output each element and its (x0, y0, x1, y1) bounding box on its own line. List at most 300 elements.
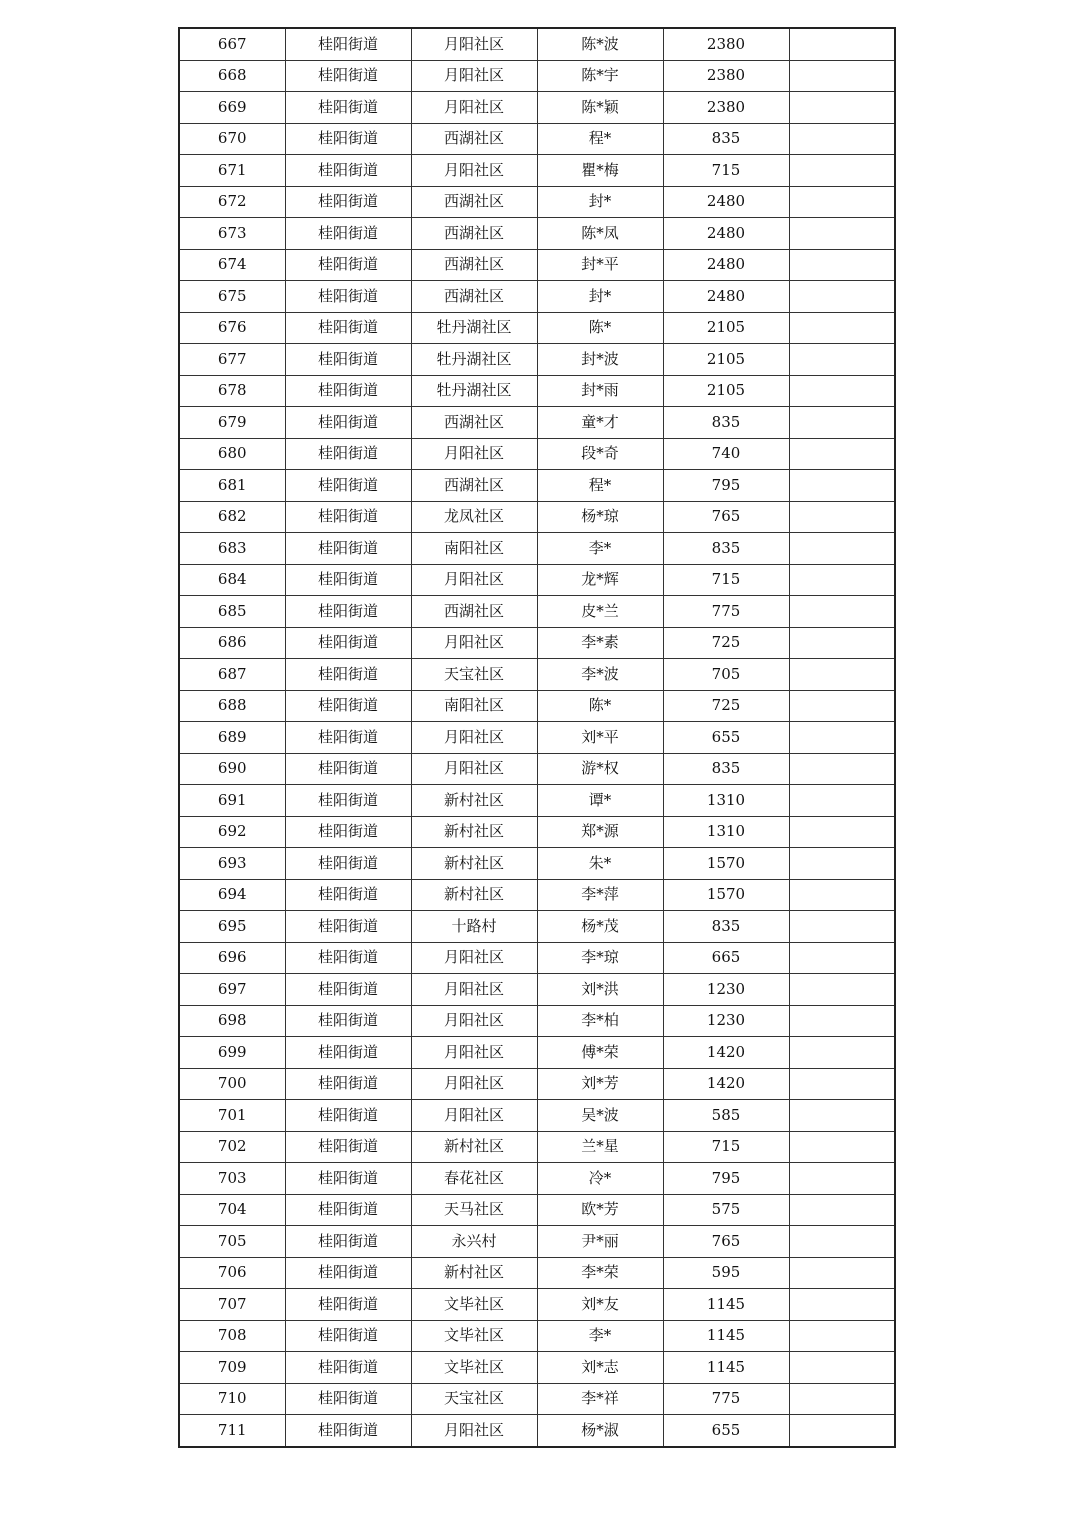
cell-community: 春花社区 (411, 1163, 537, 1195)
cell-amount: 715 (663, 155, 789, 187)
cell-amount: 1310 (663, 816, 789, 848)
cell-street: 桂阳街道 (285, 1289, 411, 1321)
cell-amount: 1230 (663, 974, 789, 1006)
cell-community: 西湖社区 (411, 218, 537, 250)
cell-street: 桂阳街道 (285, 407, 411, 439)
cell-street: 桂阳街道 (285, 249, 411, 281)
cell-amount: 2380 (663, 60, 789, 92)
cell-street: 桂阳街道 (285, 92, 411, 124)
cell-amount: 835 (663, 911, 789, 943)
cell-remark (789, 218, 895, 250)
cell-community: 月阳社区 (411, 564, 537, 596)
cell-community: 牡丹湖社区 (411, 375, 537, 407)
cell-street: 桂阳街道 (285, 186, 411, 218)
cell-street: 桂阳街道 (285, 974, 411, 1006)
cell-community: 牡丹湖社区 (411, 344, 537, 376)
cell-community: 永兴村 (411, 1226, 537, 1258)
cell-serial-number: 669 (179, 92, 285, 124)
cell-name: 陈* (537, 690, 663, 722)
cell-name: 封* (537, 281, 663, 313)
cell-remark (789, 375, 895, 407)
cell-name: 李*素 (537, 627, 663, 659)
cell-serial-number: 704 (179, 1194, 285, 1226)
cell-remark (789, 1289, 895, 1321)
table-row (179, 1352, 895, 1384)
cell-name: 陈*宇 (537, 60, 663, 92)
table-row (179, 564, 895, 596)
cell-name: 陈*颖 (537, 92, 663, 124)
cell-community: 月阳社区 (411, 942, 537, 974)
cell-community: 月阳社区 (411, 1100, 537, 1132)
cell-remark (789, 1383, 895, 1415)
cell-serial-number: 675 (179, 281, 285, 313)
table-row (179, 753, 895, 785)
cell-community: 天宝社区 (411, 659, 537, 691)
cell-street: 桂阳街道 (285, 155, 411, 187)
cell-amount: 1145 (663, 1352, 789, 1384)
cell-community: 新村社区 (411, 1131, 537, 1163)
cell-community: 新村社区 (411, 848, 537, 880)
cell-amount: 2105 (663, 312, 789, 344)
table-row (179, 186, 895, 218)
cell-amount: 1570 (663, 879, 789, 911)
table-row (179, 249, 895, 281)
table-row (179, 911, 895, 943)
cell-name: 刘*芳 (537, 1068, 663, 1100)
cell-amount: 835 (663, 753, 789, 785)
cell-community: 月阳社区 (411, 753, 537, 785)
cell-street: 桂阳街道 (285, 1320, 411, 1352)
cell-name: 程* (537, 123, 663, 155)
cell-amount: 705 (663, 659, 789, 691)
cell-community: 月阳社区 (411, 92, 537, 124)
cell-amount: 595 (663, 1257, 789, 1289)
table-row (179, 218, 895, 250)
cell-street: 桂阳街道 (285, 375, 411, 407)
cell-serial-number: 695 (179, 911, 285, 943)
cell-name: 封*波 (537, 344, 663, 376)
cell-remark (789, 1131, 895, 1163)
cell-amount: 655 (663, 1415, 789, 1447)
cell-remark (789, 1320, 895, 1352)
cell-community: 西湖社区 (411, 470, 537, 502)
data-table (178, 27, 896, 1448)
cell-street: 桂阳街道 (285, 911, 411, 943)
cell-amount: 725 (663, 690, 789, 722)
cell-name: 谭* (537, 785, 663, 817)
cell-serial-number: 710 (179, 1383, 285, 1415)
cell-street: 桂阳街道 (285, 281, 411, 313)
cell-remark (789, 186, 895, 218)
cell-serial-number: 685 (179, 596, 285, 628)
cell-serial-number: 678 (179, 375, 285, 407)
cell-street: 桂阳街道 (285, 722, 411, 754)
cell-remark (789, 627, 895, 659)
cell-amount: 1570 (663, 848, 789, 880)
cell-remark (789, 1194, 895, 1226)
cell-name: 陈*波 (537, 28, 663, 60)
cell-serial-number: 691 (179, 785, 285, 817)
cell-remark (789, 753, 895, 785)
cell-name: 龙*辉 (537, 564, 663, 596)
table-row (179, 1163, 895, 1195)
cell-community: 西湖社区 (411, 596, 537, 628)
cell-remark (789, 407, 895, 439)
table-row (179, 501, 895, 533)
table-row (179, 60, 895, 92)
cell-amount: 1310 (663, 785, 789, 817)
cell-remark (789, 911, 895, 943)
cell-street: 桂阳街道 (285, 596, 411, 628)
cell-name: 冷* (537, 1163, 663, 1195)
cell-remark (789, 533, 895, 565)
cell-street: 桂阳街道 (285, 1257, 411, 1289)
cell-street: 桂阳街道 (285, 1194, 411, 1226)
table-row (179, 1131, 895, 1163)
cell-serial-number: 683 (179, 533, 285, 565)
cell-amount: 1420 (663, 1037, 789, 1069)
table-row (179, 1289, 895, 1321)
cell-name: 李*祥 (537, 1383, 663, 1415)
cell-remark (789, 1226, 895, 1258)
cell-amount: 1145 (663, 1289, 789, 1321)
cell-amount: 585 (663, 1100, 789, 1132)
cell-street: 桂阳街道 (285, 1163, 411, 1195)
cell-remark (789, 690, 895, 722)
cell-street: 桂阳街道 (285, 1352, 411, 1384)
table-row (179, 1068, 895, 1100)
cell-amount: 795 (663, 1163, 789, 1195)
cell-street: 桂阳街道 (285, 1100, 411, 1132)
cell-serial-number: 670 (179, 123, 285, 155)
table-body (179, 28, 895, 1447)
cell-remark (789, 92, 895, 124)
cell-serial-number: 687 (179, 659, 285, 691)
cell-remark (789, 501, 895, 533)
cell-serial-number: 667 (179, 28, 285, 60)
table-row (179, 690, 895, 722)
table-row (179, 155, 895, 187)
table-row (179, 1383, 895, 1415)
cell-serial-number: 711 (179, 1415, 285, 1447)
table-row (179, 1320, 895, 1352)
cell-serial-number: 690 (179, 753, 285, 785)
cell-serial-number: 708 (179, 1320, 285, 1352)
cell-serial-number: 676 (179, 312, 285, 344)
cell-community: 月阳社区 (411, 28, 537, 60)
cell-name: 程* (537, 470, 663, 502)
cell-amount: 1420 (663, 1068, 789, 1100)
cell-name: 刘*平 (537, 722, 663, 754)
cell-community: 文毕社区 (411, 1352, 537, 1384)
cell-amount: 2480 (663, 186, 789, 218)
cell-serial-number: 696 (179, 942, 285, 974)
cell-amount: 795 (663, 470, 789, 502)
cell-street: 桂阳街道 (285, 123, 411, 155)
cell-remark (789, 1163, 895, 1195)
cell-serial-number: 671 (179, 155, 285, 187)
cell-community: 月阳社区 (411, 1068, 537, 1100)
cell-street: 桂阳街道 (285, 1226, 411, 1258)
cell-community: 西湖社区 (411, 186, 537, 218)
cell-serial-number: 692 (179, 816, 285, 848)
cell-remark (789, 1005, 895, 1037)
cell-remark (789, 281, 895, 313)
cell-amount: 715 (663, 1131, 789, 1163)
table-row (179, 438, 895, 470)
cell-name: 李*琼 (537, 942, 663, 974)
table-row (179, 344, 895, 376)
cell-name: 陈*凤 (537, 218, 663, 250)
cell-street: 桂阳街道 (285, 1005, 411, 1037)
cell-remark (789, 1068, 895, 1100)
cell-street: 桂阳街道 (285, 690, 411, 722)
cell-remark (789, 879, 895, 911)
cell-serial-number: 674 (179, 249, 285, 281)
cell-amount: 775 (663, 596, 789, 628)
cell-community: 新村社区 (411, 816, 537, 848)
cell-community: 月阳社区 (411, 155, 537, 187)
cell-serial-number: 668 (179, 60, 285, 92)
table-row (179, 281, 895, 313)
cell-remark (789, 785, 895, 817)
cell-serial-number: 697 (179, 974, 285, 1006)
cell-community: 月阳社区 (411, 1005, 537, 1037)
cell-community: 南阳社区 (411, 533, 537, 565)
cell-remark (789, 1037, 895, 1069)
cell-remark (789, 438, 895, 470)
table-row (179, 848, 895, 880)
cell-serial-number: 686 (179, 627, 285, 659)
cell-name: 刘*志 (537, 1352, 663, 1384)
cell-name: 陈* (537, 312, 663, 344)
table-row (179, 627, 895, 659)
cell-street: 桂阳街道 (285, 438, 411, 470)
table-row (179, 1194, 895, 1226)
cell-name: 皮*兰 (537, 596, 663, 628)
cell-amount: 2105 (663, 375, 789, 407)
cell-community: 月阳社区 (411, 1415, 537, 1447)
table-row (179, 375, 895, 407)
cell-remark (789, 155, 895, 187)
cell-serial-number: 702 (179, 1131, 285, 1163)
cell-serial-number: 682 (179, 501, 285, 533)
cell-community: 西湖社区 (411, 281, 537, 313)
table-row (179, 1100, 895, 1132)
cell-amount: 835 (663, 533, 789, 565)
cell-serial-number: 689 (179, 722, 285, 754)
cell-street: 桂阳街道 (285, 753, 411, 785)
cell-serial-number: 684 (179, 564, 285, 596)
cell-name: 尹*丽 (537, 1226, 663, 1258)
table-row (179, 942, 895, 974)
cell-name: 李*波 (537, 659, 663, 691)
table-row (179, 1226, 895, 1258)
cell-name: 李* (537, 533, 663, 565)
cell-community: 西湖社区 (411, 123, 537, 155)
cell-amount: 2105 (663, 344, 789, 376)
cell-amount: 1230 (663, 1005, 789, 1037)
table-row (179, 123, 895, 155)
cell-serial-number: 679 (179, 407, 285, 439)
cell-amount: 2380 (663, 92, 789, 124)
cell-street: 桂阳街道 (285, 564, 411, 596)
cell-serial-number: 709 (179, 1352, 285, 1384)
cell-amount: 665 (663, 942, 789, 974)
cell-name: 杨*琼 (537, 501, 663, 533)
table-row (179, 974, 895, 1006)
cell-community: 月阳社区 (411, 722, 537, 754)
cell-remark (789, 659, 895, 691)
cell-amount: 775 (663, 1383, 789, 1415)
cell-name: 段*奇 (537, 438, 663, 470)
cell-amount: 835 (663, 407, 789, 439)
cell-serial-number: 707 (179, 1289, 285, 1321)
cell-street: 桂阳街道 (285, 816, 411, 848)
cell-remark (789, 1257, 895, 1289)
cell-name: 杨*茂 (537, 911, 663, 943)
table-row (179, 659, 895, 691)
cell-remark (789, 596, 895, 628)
cell-community: 十路村 (411, 911, 537, 943)
cell-remark (789, 1100, 895, 1132)
cell-name: 杨*淑 (537, 1415, 663, 1447)
cell-remark (789, 848, 895, 880)
cell-community: 龙凤社区 (411, 501, 537, 533)
cell-remark (789, 249, 895, 281)
cell-community: 天马社区 (411, 1194, 537, 1226)
cell-amount: 2480 (663, 281, 789, 313)
cell-remark (789, 722, 895, 754)
cell-name: 瞿*梅 (537, 155, 663, 187)
cell-street: 桂阳街道 (285, 344, 411, 376)
cell-street: 桂阳街道 (285, 942, 411, 974)
cell-street: 桂阳街道 (285, 312, 411, 344)
cell-name: 郑*源 (537, 816, 663, 848)
cell-name: 李*荣 (537, 1257, 663, 1289)
cell-serial-number: 705 (179, 1226, 285, 1258)
cell-street: 桂阳街道 (285, 470, 411, 502)
cell-name: 欧*芳 (537, 1194, 663, 1226)
cell-community: 月阳社区 (411, 1037, 537, 1069)
cell-community: 牡丹湖社区 (411, 312, 537, 344)
cell-name: 李*萍 (537, 879, 663, 911)
cell-name: 封* (537, 186, 663, 218)
cell-name: 朱* (537, 848, 663, 880)
cell-street: 桂阳街道 (285, 1383, 411, 1415)
cell-serial-number: 701 (179, 1100, 285, 1132)
cell-amount: 765 (663, 501, 789, 533)
cell-community: 文毕社区 (411, 1289, 537, 1321)
cell-name: 游*权 (537, 753, 663, 785)
cell-community: 文毕社区 (411, 1320, 537, 1352)
cell-street: 桂阳街道 (285, 28, 411, 60)
cell-remark (789, 1352, 895, 1384)
cell-street: 桂阳街道 (285, 1415, 411, 1447)
table-row (179, 1005, 895, 1037)
table-row (179, 785, 895, 817)
table-row (179, 1415, 895, 1447)
cell-community: 新村社区 (411, 879, 537, 911)
cell-remark (789, 123, 895, 155)
cell-name: 兰*星 (537, 1131, 663, 1163)
cell-amount: 1145 (663, 1320, 789, 1352)
cell-remark (789, 816, 895, 848)
cell-remark (789, 942, 895, 974)
cell-community: 月阳社区 (411, 627, 537, 659)
cell-serial-number: 693 (179, 848, 285, 880)
cell-amount: 835 (663, 123, 789, 155)
cell-community: 西湖社区 (411, 407, 537, 439)
cell-remark (789, 564, 895, 596)
cell-serial-number: 680 (179, 438, 285, 470)
cell-street: 桂阳街道 (285, 1037, 411, 1069)
cell-street: 桂阳街道 (285, 1131, 411, 1163)
table-row (179, 1037, 895, 1069)
table-row (179, 28, 895, 60)
table-row (179, 879, 895, 911)
cell-street: 桂阳街道 (285, 501, 411, 533)
cell-name: 刘*洪 (537, 974, 663, 1006)
cell-community: 南阳社区 (411, 690, 537, 722)
cell-name: 李*柏 (537, 1005, 663, 1037)
cell-community: 新村社区 (411, 785, 537, 817)
cell-name: 封*平 (537, 249, 663, 281)
cell-amount: 740 (663, 438, 789, 470)
cell-serial-number: 706 (179, 1257, 285, 1289)
cell-street: 桂阳街道 (285, 60, 411, 92)
cell-remark (789, 60, 895, 92)
cell-remark (789, 974, 895, 1006)
cell-amount: 765 (663, 1226, 789, 1258)
cell-community: 天宝社区 (411, 1383, 537, 1415)
cell-serial-number: 672 (179, 186, 285, 218)
cell-street: 桂阳街道 (285, 218, 411, 250)
cell-community: 西湖社区 (411, 249, 537, 281)
cell-serial-number: 677 (179, 344, 285, 376)
cell-name: 刘*友 (537, 1289, 663, 1321)
cell-street: 桂阳街道 (285, 1068, 411, 1100)
table-row (179, 1257, 895, 1289)
table-row (179, 312, 895, 344)
cell-serial-number: 698 (179, 1005, 285, 1037)
cell-community: 新村社区 (411, 1257, 537, 1289)
cell-amount: 2480 (663, 249, 789, 281)
table-row (179, 407, 895, 439)
cell-street: 桂阳街道 (285, 848, 411, 880)
cell-amount: 2480 (663, 218, 789, 250)
cell-amount: 725 (663, 627, 789, 659)
cell-serial-number: 703 (179, 1163, 285, 1195)
cell-remark (789, 1415, 895, 1447)
cell-street: 桂阳街道 (285, 533, 411, 565)
cell-name: 童*才 (537, 407, 663, 439)
cell-name: 吴*波 (537, 1100, 663, 1132)
cell-street: 桂阳街道 (285, 659, 411, 691)
cell-amount: 575 (663, 1194, 789, 1226)
cell-serial-number: 694 (179, 879, 285, 911)
table-row (179, 470, 895, 502)
table-row (179, 816, 895, 848)
cell-street: 桂阳街道 (285, 627, 411, 659)
cell-serial-number: 688 (179, 690, 285, 722)
cell-serial-number: 681 (179, 470, 285, 502)
table-row (179, 92, 895, 124)
cell-name: 傅*荣 (537, 1037, 663, 1069)
table-row (179, 722, 895, 754)
cell-remark (789, 312, 895, 344)
cell-remark (789, 28, 895, 60)
